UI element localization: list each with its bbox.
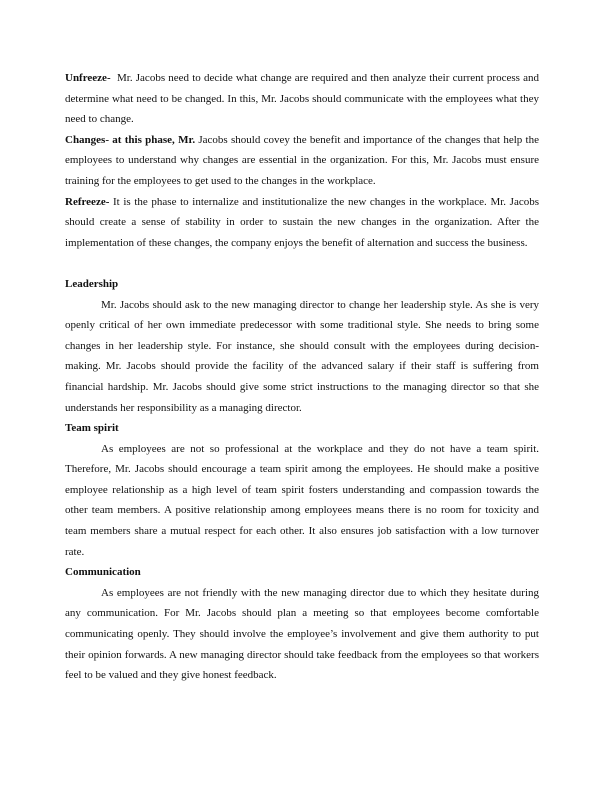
document-page (65, 68, 542, 686)
paragraph-refreeze (65, 192, 539, 254)
heading-leadership: Leadership (65, 277, 119, 290)
paragraph-changes (65, 130, 539, 192)
paragraph-team-spirit: As employees are not so professional at the workplace and they do not have a team spirit. Therefore, Mr. Jacobs should encourage a team spirit among the employees. He should make a positive employee relationship as a high level of team spirit fosters understanding and compassion towards the other team members. A positive relationship among employees means there is no room for toxicity and team members share a mutual respect for each other. It also ensures job satisfaction with a low turnover rate. (65, 442, 539, 558)
paragraph-refreeze-text: It is the phase to internalize and institutionalize the new changes in the workplace. Mr. Jacobs should create a sense of stability in order to sustain the new changes in the organization. After the implementation of these changes, the company enjoys the benefit of alternation and success the business. (65, 195, 539, 249)
heading-team-spirit: Team spirit (65, 422, 119, 435)
paragraph-unfreeze-text: Mr. Jacobs need to decide what change are required and then analyze their current process and determine what need to be changed. In this, Mr. Jacobs should communicate with the employees what they need to change. (65, 72, 542, 126)
paragraph-communication: As employees are not friendly with the new managing director due to which they hesitate during any communication. For Mr. Jacobs should plan a meeting so that employees become comfortable communicating openly. They should involve the employee’s involvement and give them authority to put their opinion forwards. A new managing director should take feedback from the employees so that workers feel to be valued and they give honest feedback. (65, 586, 539, 682)
paragraph-changes-text: Jacobs should covey the benefit and importance of the changes that help the employees to understand why changes are essential in the organization. For this, Mr. Jacobs must ensure training for the employees to get used to the changes in the workplace. (65, 133, 539, 187)
term-unfreeze: Unfreeze- (65, 72, 111, 84)
heading-communication: Communication (65, 566, 141, 579)
term-refreeze: Refreeze- (65, 195, 110, 208)
blank-line (65, 253, 539, 274)
paragraph-leadership: Mr. Jacobs should ask to the new managing director to change her leadership style. As she is very openly critical of her own immediate predecessor with some traditional style. She needs to bring some changes in her leadership style. For instance, she should consult with the employees during decision-making. Mr. Jacobs should provide the facility of the advanced salary if their staff is suffering from financial hardship. Mr. Jacobs should give some strict instructions to the managing director so that she understands her responsibility as a managing director. (65, 298, 539, 414)
paragraph-unfreeze (65, 68, 542, 130)
term-changes: Changes- at this phase, Mr. (65, 133, 196, 146)
